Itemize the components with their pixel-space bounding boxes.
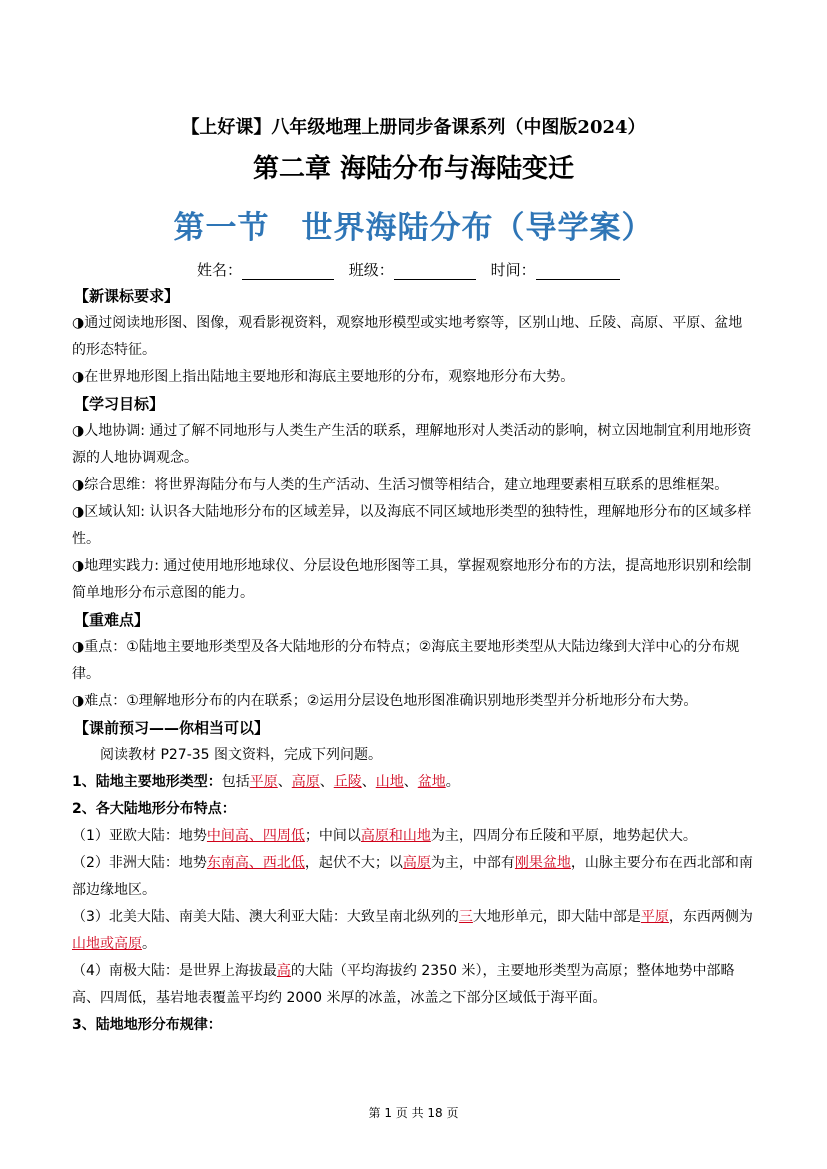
page-footer: 第 1 页 共 18 页 — [368, 1106, 459, 1120]
series-title: 【上好课】八年级地理上册同步备课系列（中图版2024） — [181, 117, 646, 138]
objective-item: ◑综合思维：将世界海陆分布与人类的生产活动、生活习惯等相结合，建立地理要素相互联系的思维框架。 — [72, 477, 729, 493]
q1-line: 1、陆地主要地形类型：包括平原、高原、丘陵、山地、盆地。 — [72, 774, 460, 790]
student-info-line — [197, 259, 630, 280]
q3-label: 3、陆地地形分布规律： — [72, 1017, 222, 1033]
answer-hills: 丘陵 — [333, 774, 362, 790]
key-point-item: ◑重点：①陆地主要地形类型及各大陆地形的分布特点；②海底主要地形类型从大陆边缘到大洋中心的分布规律。 — [72, 639, 740, 682]
answer: 刚果盆地 — [514, 855, 571, 871]
curriculum-item: ◑通过阅读地形图、图像，观看影视资料，观察地形模型或实地考察等，区别山地、丘陵、高原、平原、盆地的形态特征。 — [72, 315, 743, 358]
preview-intro: 阅读教材 P27-35 图文资料，完成下列问题。 — [100, 747, 383, 763]
americas-line: （3）北美大陆、南美大陆、澳大利亚大陆：大致呈南北纵列的三大地形单元，即大陆中部是平原，东西两侧为山地或高原。 — [72, 909, 753, 952]
class-label: 班级： — [348, 261, 394, 279]
curriculum-heading: 【新课标要求】 — [74, 287, 180, 305]
objective-item: ◑区域认知: 认识各大陆地形分布的区域差异，以及海底不同区域地形类型的独特性，理解地形分布的区域多样性。 — [72, 504, 752, 547]
africa-line: （2）非洲大陆：地势东南高、西北低，起伏不大；以高原为主，中部有刚果盆地，山脉主要分布在西北部和南部边缘地区。 — [72, 855, 753, 898]
q1-label: 1、陆地主要地形类型： — [72, 774, 222, 790]
key-points-heading: 【重难点】 — [74, 611, 150, 629]
time-label: 时间： — [490, 261, 536, 279]
answer: 高原和山地 — [360, 828, 431, 844]
eurasia-line: （1）亚欧大陆：地势中间高、四周低；中间以高原和山地为主，四周分布丘陵和平原，地势起伏大。 — [72, 828, 697, 844]
answer-plateau: 高原 — [291, 774, 320, 790]
name-label: 姓名： — [197, 261, 243, 279]
answer: 高原 — [402, 855, 431, 871]
time-blank[interactable] — [536, 263, 620, 280]
answer-basin: 盆地 — [417, 774, 446, 790]
name-blank[interactable] — [242, 263, 334, 280]
chapter-title: 第二章 海陆分布与海陆变迁 — [252, 154, 575, 184]
answer: 东南高、西北低 — [206, 855, 305, 871]
difficulty-item: ◑难点：①理解地形分布的内在联系；②运用分层设色地形图准确识别地形类型并分析地形分布大势。 — [72, 693, 698, 709]
class-blank[interactable] — [394, 263, 476, 280]
preview-heading: 【课前预习——你相当可以】 — [74, 719, 270, 737]
curriculum-item: ◑在世界地形图上指出陆地主要地形和海底主要地形的分布，观察地形分布大势。 — [72, 369, 575, 385]
content-body — [72, 283, 756, 1039]
antarctica-line: （4）南极大陆：是世界上海拔最高的大陆（平均海拔约 2350 米），主要地形类型为高原；整体地势中部略高、四周低，基岩地表覆盖平均约 2000 米厚的冰盖，冰盖之下部分区域低于海平面。 — [72, 963, 735, 1006]
q2-label: 2、各大陆地形分布特点： — [72, 801, 236, 817]
answer: 三 — [458, 909, 473, 925]
answer-plain: 平原 — [249, 774, 278, 790]
answer: 中间高、四周低 — [206, 828, 305, 844]
answer: 平原 — [640, 909, 669, 925]
objective-item: ◑人地协调: 通过了解不同地形与人类生产生活的联系，理解地形对人类活动的影响，树立因地制宜利用地形资源的人地协调观念。 — [72, 423, 752, 466]
objectives-heading: 【学习目标】 — [74, 395, 165, 413]
objective-item: ◑地理实践力: 通过使用地形地球仪、分层设色地形图等工具，掌握观察地形分布的方法，提高地形识别和绘制简单地形分布示意图的能力。 — [72, 558, 752, 601]
answer: 山地或高原 — [72, 936, 142, 952]
answer-mountains: 山地 — [375, 774, 404, 790]
answer: 高 — [276, 963, 291, 979]
section-title: 第一节 世界海陆分布（导学案） — [173, 210, 654, 246]
